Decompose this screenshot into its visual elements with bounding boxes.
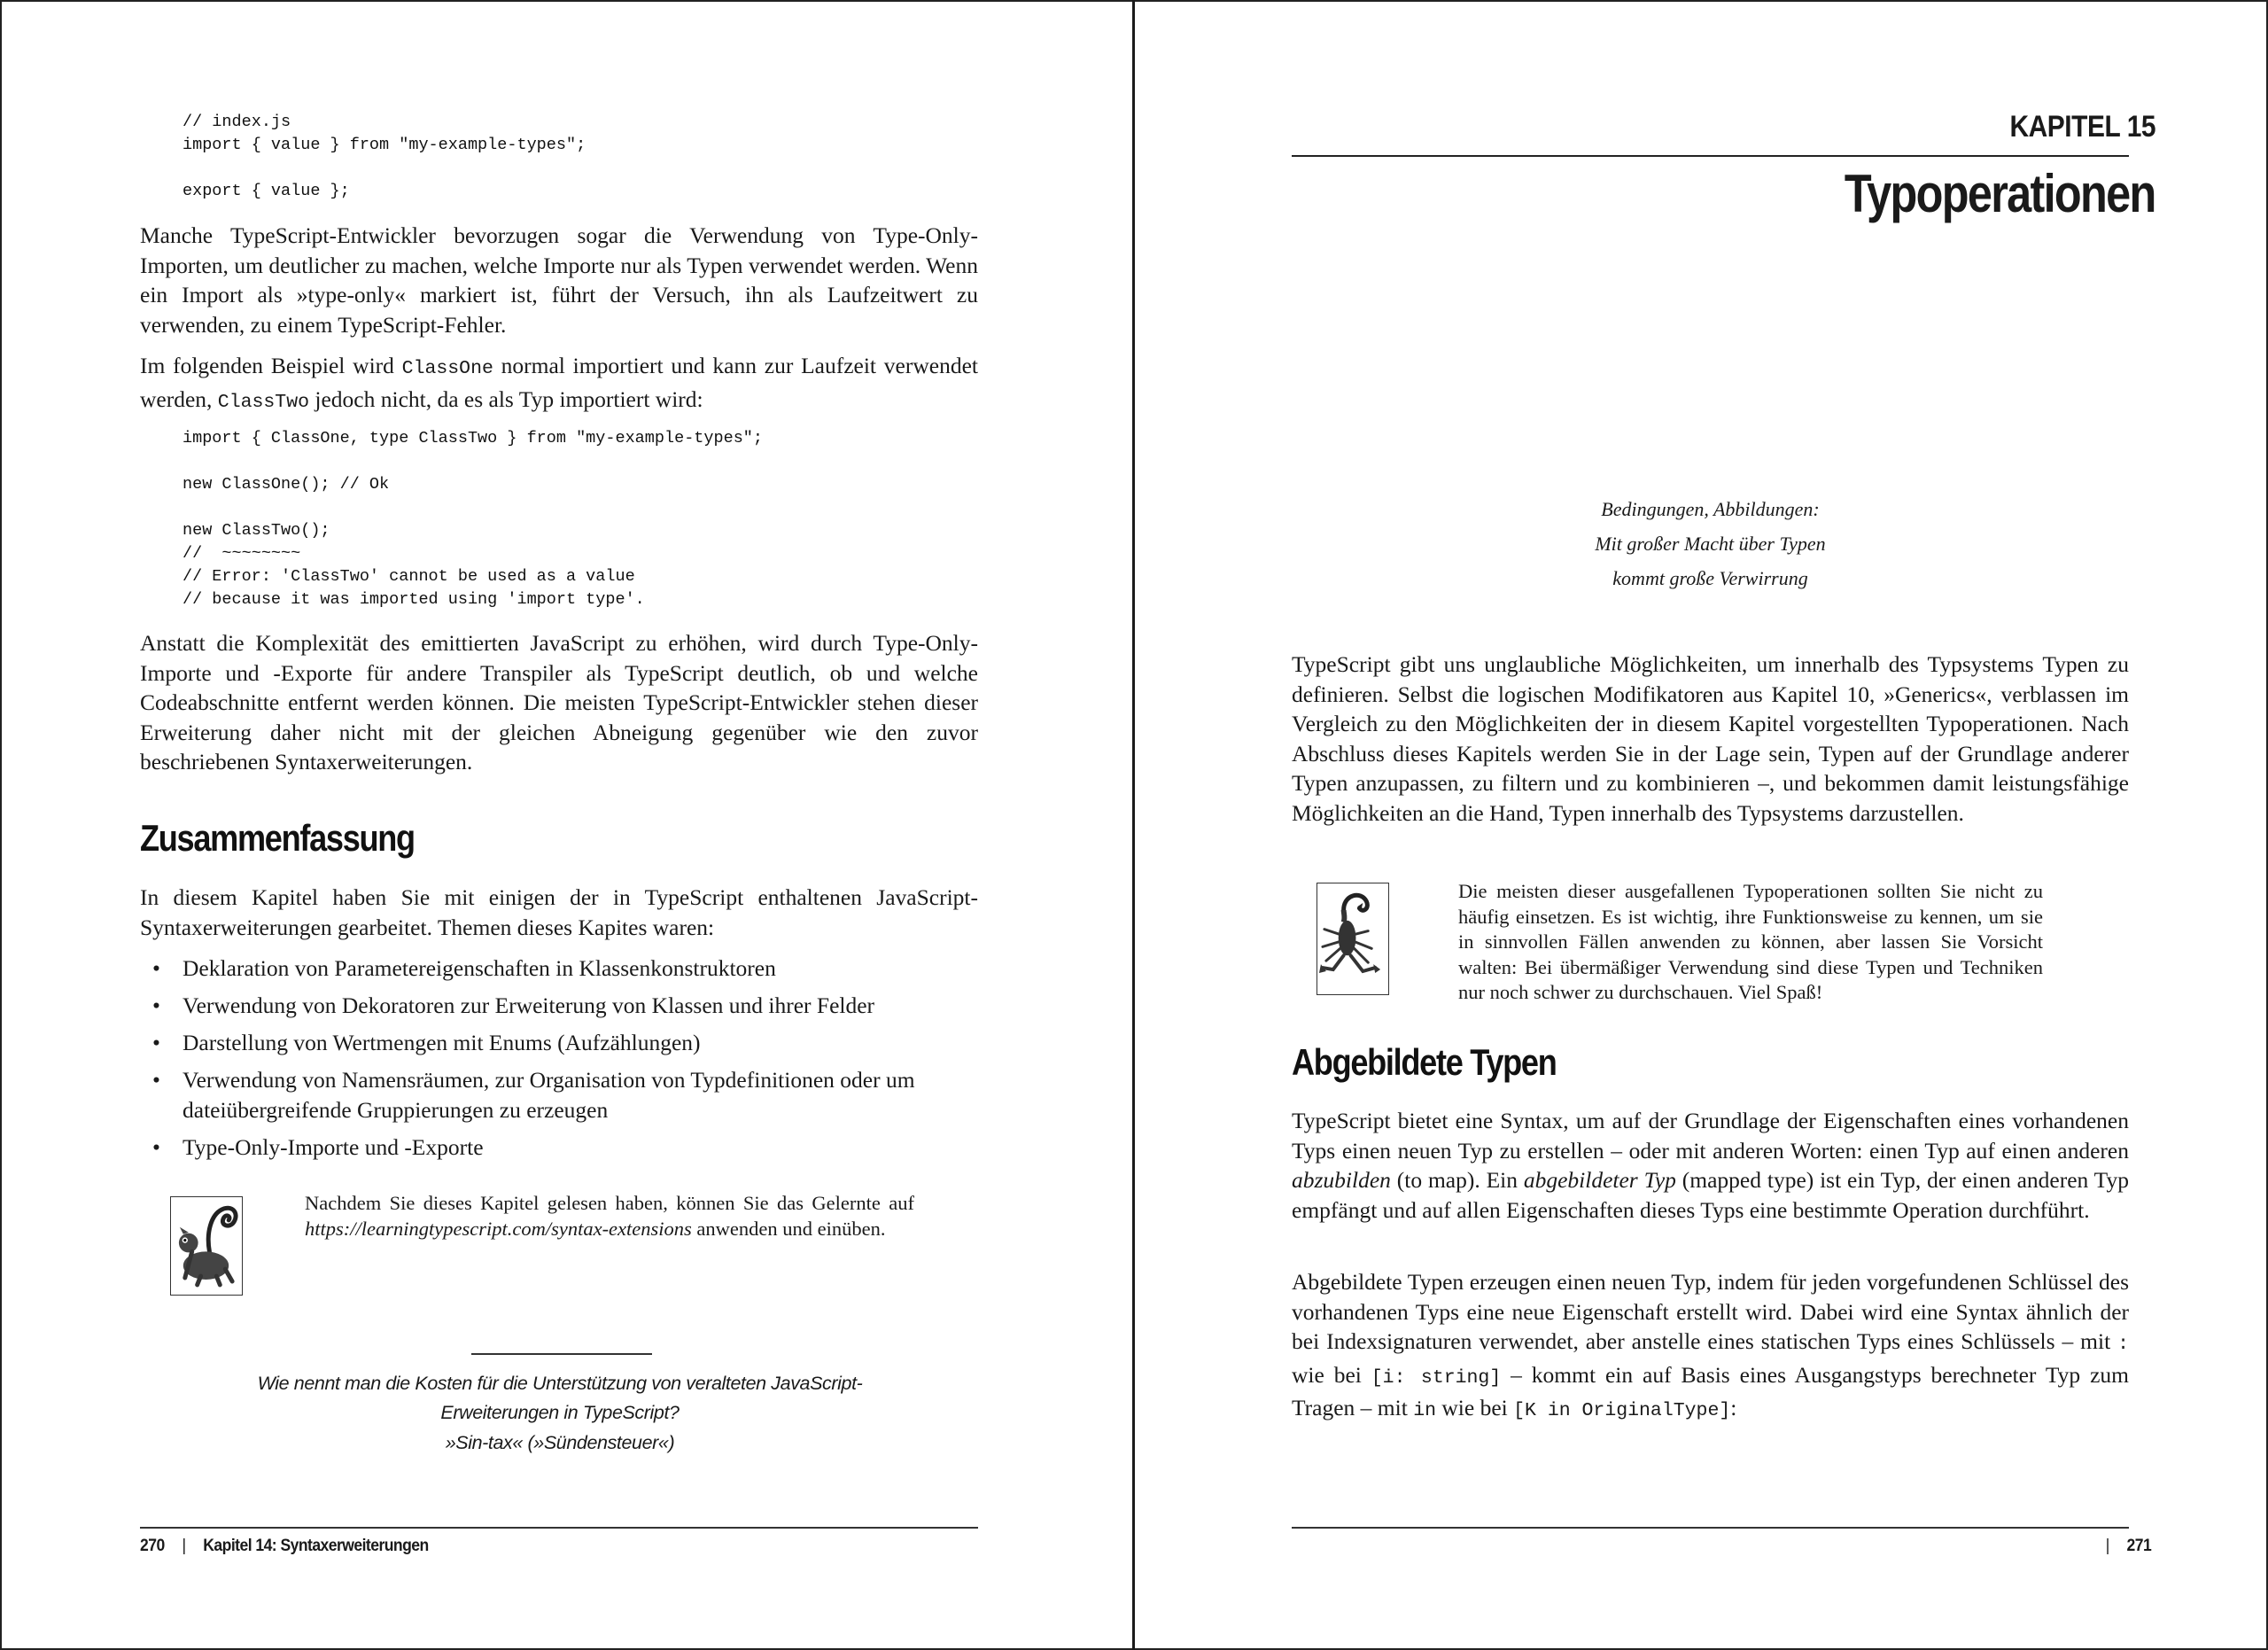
paragraph-transpiler: Anstatt die Komplexität des emittierten JavaScript zu erhöhen, wird durch Type-Only-Importe und -Exporte für andere Transpiler als TypeScript deutlich, ob und welche Codeabschnitte entfernt werden können. Die meisten TypeScript-Entwickler stehen dieser Erweiterung daher nicht mit der gleichen Abneigung gegenüber wie den zuvor beschriebenen Syntaxerweiterungen. [140, 630, 978, 774]
inline-code: [K in OriginalType] [1513, 1400, 1731, 1421]
paragraph-mapped-syntax: Abgebildete Typen erzeugen einen neuen Typ, indem für jeden vorgefundenen Schlüssel des vorhandenen Typs eine neue Eigenschaft erstellt wird. Dabei wird eine Syntax ähnlich der bei Indexsignaturen verwendet, aber anstelle eines statischen Typs eines Schlüssels – mit : wie bei [i: string] – kommt ein auf Basis eines Ausgangstyps berechneter Typ zum Tragen – mit in wie bei [K in OriginalType]: [1292, 1269, 2129, 1421]
list-item: • Darstellung von Wertmengen mit Enums (Aufzählungen) [140, 1028, 978, 1058]
footer-left: 270 | Kapitel 14: Syntaxerweiterungen [140, 1536, 429, 1555]
paragraph-intro: TypeScript gibt uns unglaubliche Möglichkeiten, um innerhalb des Typsystems Typen zu definieren. Selbst die logischen Modifikatoren aus Kapitel 10, »Generics«, verblassen im Vergleich zu den Möglichkeiten der in diesem Kapitel vorgestellten Typoperationen. Nach Abschluss dieses Kapitels werden Sie in der Lage sein, Typen auf der Grundlage anderer Typen anzupassen, zu filtern und zu kombinieren –, und bekommen damit leistungsfähige Möglichkeiten an die Hand, Typen innerhalb des Typsystems darzustellen. [1292, 651, 2129, 826]
code-block-index-js: // index.js import { value } from "my-example-types"; export { value }; [183, 113, 586, 200]
page-number: 271 [2126, 1536, 2151, 1555]
running-chapter: Kapitel 14: Syntaxerweiterungen [203, 1536, 429, 1555]
list-item: • Deklaration von Parametereigenschaften in Klassenkonstruktoren [140, 953, 978, 984]
list-item: • Type-Only-Importe und -Exporte [140, 1132, 978, 1163]
warning-note: Die meisten dieser ausgefallenen Typoperationen sollten Sie nicht zu häufig einsetzen. Es ist wichtig, ihre Funktionsweise zu kennen, um sie in sinnvollen Fällen anwenden zu können, aber lassen Sie Vorsicht walten: Bei übermäßiger Verwendung sind diese Typen und Techniken nur noch schwer zu durchschauen. Viel Spaß! [1458, 880, 2043, 1003]
heading-abgebildete-typen: Abgebildete Typen [1292, 1041, 1557, 1083]
note-practice: Nachdem Sie dieses Kapitel gelesen haben, können Sie das Gelernte auf https://learningtypescript.com/syntax-extensions anwenden und einüben. [305, 1192, 914, 1240]
inline-code: in [1413, 1400, 1436, 1421]
epigraph-line: Mit großer Macht über Typen [1595, 533, 1826, 555]
list-item: • Verwendung von Dekoratoren zur Erweiterung von Klassen und ihrer Felder [140, 991, 978, 1021]
footer-right: | 271 [2105, 1536, 2151, 1555]
paragraph-summary: In diesem Kapitel haben Sie mit einigen der in TypeScript enthaltenen JavaScript-Syntaxerweiterungen gearbeitet. Themen dieses Kapites waren: [140, 884, 978, 940]
joke-answer: »Sin-tax« (»Sündensteuer«) [445, 1432, 675, 1453]
term-abzubilden: abzubilden [1292, 1167, 1391, 1193]
paragraph-type-only-intro: Manche TypeScript-Entwickler bevorzugen sogar die Verwendung von Type-Only-Importen, um deutlicher zu machen, welche Importe nur als Typen verwendet werden. Wenn ein Import als »type-only« markiert ist, führt der Versuch, ihn als Laufzeitwert zu verwenden, zu einem TypeScript-Fehler. [140, 222, 978, 338]
page-number: 270 [140, 1536, 165, 1555]
paragraph-mapped-types: TypeScript bietet eine Syntax, um auf der Grundlage der Eigenschaften eines vorhandenen Typs einen neuen Typ zu erstellen – oder mit anderen Worten: einen Typ auf einen anderen abzubilden (to map). Ein abgebildeter Typ (mapped type) ist ein Typ, der einen anderen Typ empfängt und auf allen Eigenschaften dieses Typs eine bestimmte Operation durchführt. [1292, 1108, 2129, 1223]
inline-code: ClassOne [401, 358, 493, 379]
inline-code: : [2117, 1334, 2129, 1355]
inline-code: [i: string] [1371, 1366, 1502, 1389]
epigraph-line: kommt große Verwirrung [1612, 567, 1808, 589]
inline-code: ClassTwo [217, 391, 310, 413]
right-page [1135, 0, 2268, 1650]
list-item: • Verwendung von Namensräumen, zur Organisation von Typdefinitionen oder um dateiübergreifende Gruppierungen zu erzeugen [140, 1065, 978, 1125]
epigraph-line: Bedingungen, Abbildungen: [1601, 498, 1820, 520]
code-block-import-type: import { ClassOne, type ClassTwo } from "my-example-types"; new ClassOne(); // Ok new ClassTwo(); // ~~~~~~~~ // Error: 'ClassTwo' cannot be used as a value // because it was imported using 'import type'. [183, 429, 764, 609]
chapter-label: KAPITEL 15 [2009, 110, 2155, 144]
link-syntax-extensions[interactable]: https://learningtypescript.com/syntax-extensions [305, 1217, 692, 1240]
footer-rule [140, 1527, 978, 1529]
chapter-rule [1292, 155, 2129, 157]
summary-list [140, 953, 978, 1170]
divider [471, 1353, 652, 1355]
heading-zusammenfassung: Zusammenfassung [140, 817, 415, 859]
left-page [0, 0, 1133, 1650]
joke-question: Wie nennt man die Kosten für die Unterstützung von veralteten JavaScript-Erweiterungen in TypeScript? [257, 1373, 863, 1423]
lemur-icon [170, 1196, 243, 1296]
footer-rule [1292, 1527, 2129, 1529]
scorpion-icon [1317, 883, 1389, 995]
paragraph-example-intro: Im folgenden Beispiel wird ClassOne normal importiert und kann zur Laufzeit verwendet werden, ClassTwo jedoch nicht, da es als Typ importiert wird: [140, 353, 978, 413]
chapter-title: Typoperationen [1845, 164, 2155, 223]
term-abgebildeter-typ: abgebildeter Typ [1523, 1167, 1676, 1193]
epigraph [1292, 492, 2129, 595]
